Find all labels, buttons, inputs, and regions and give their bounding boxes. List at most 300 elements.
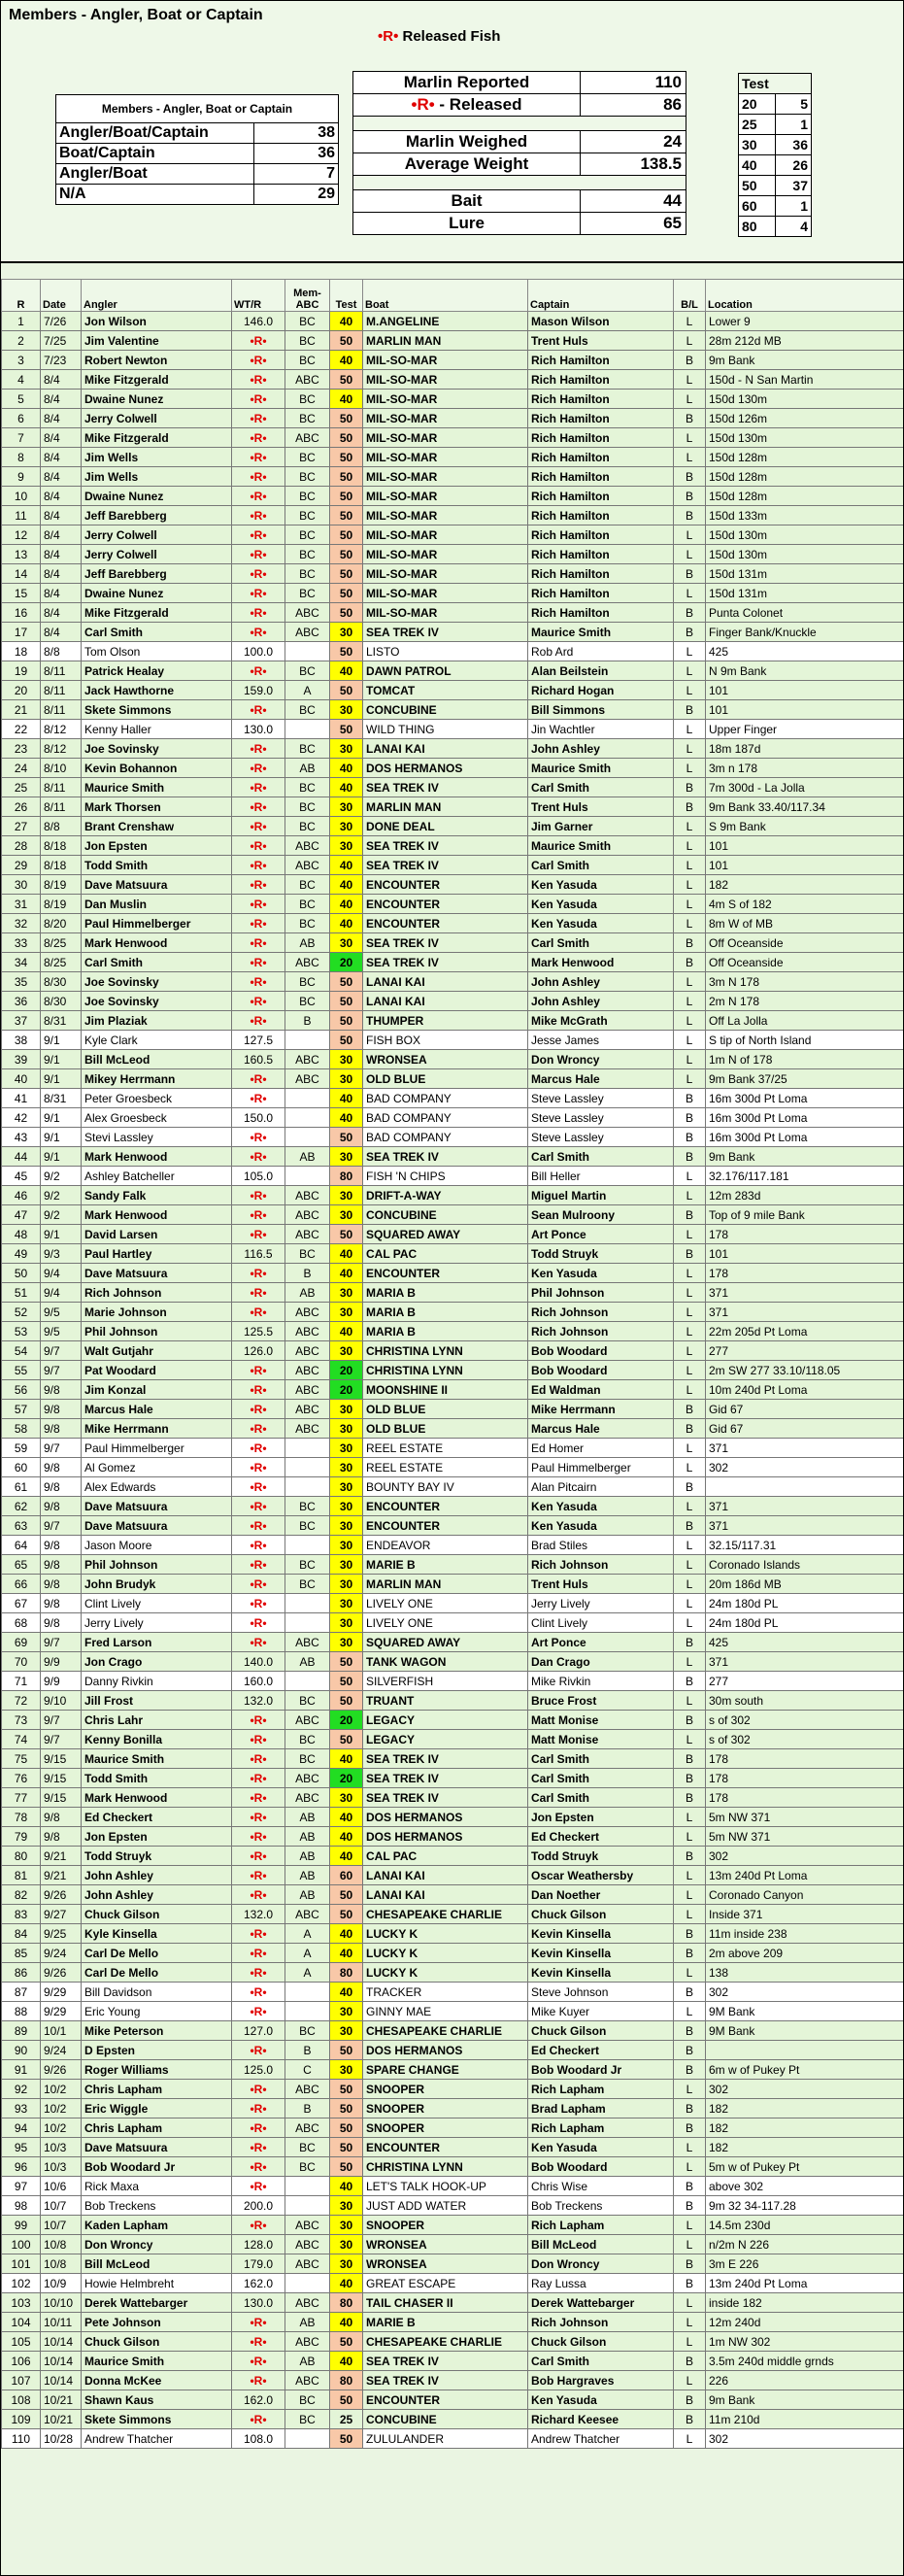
row-number: 59 — [2, 1439, 41, 1458]
location: 150d 130m — [706, 525, 904, 545]
date: 9/7 — [41, 1711, 82, 1730]
membership: BC — [285, 1244, 330, 1264]
captain: Mark Henwood — [528, 953, 674, 972]
catch-row — [2, 1672, 904, 1691]
date: 10/8 — [41, 2254, 82, 2274]
members-row — [56, 185, 339, 205]
weight-or-release: 126.0 — [232, 1341, 285, 1361]
catch-row — [2, 1905, 904, 1924]
captain: Bill Heller — [528, 1167, 674, 1186]
row-number: 61 — [2, 1477, 41, 1497]
location: 101 — [706, 1244, 904, 1264]
bait-or-lure: L — [674, 1691, 706, 1711]
date: 10/14 — [41, 2332, 82, 2352]
weight-or-release: 130.0 — [232, 720, 285, 739]
bait-or-lure: L — [674, 1497, 706, 1516]
row-number: 100 — [2, 2235, 41, 2254]
weight-or-release: •R• — [232, 992, 285, 1011]
captain: Sean Mulroony — [528, 1205, 674, 1225]
bait-or-lure: B — [674, 351, 706, 370]
date: 8/30 — [41, 992, 82, 1011]
row-number: 21 — [2, 700, 41, 720]
boat: LEGACY — [363, 1711, 528, 1730]
bait-or-lure: B — [674, 2254, 706, 2274]
captain: Rich Hamilton — [528, 448, 674, 467]
row-number: 85 — [2, 1944, 41, 1963]
date: 8/4 — [41, 525, 82, 545]
bait-or-lure: L — [674, 681, 706, 700]
captain: Art Ponce — [528, 1225, 674, 1244]
test-line: 30 — [330, 933, 363, 953]
location: 182 — [706, 875, 904, 895]
location: 1m N of 178 — [706, 1050, 904, 1069]
location: 24m 180d PL — [706, 1613, 904, 1633]
membership: BC — [285, 2410, 330, 2429]
captain: Carl Smith — [528, 1769, 674, 1788]
catch-table-header — [2, 280, 904, 312]
weight-or-release: 150.0 — [232, 1108, 285, 1128]
boat: OLD BLUE — [363, 1069, 528, 1089]
weight-or-release: 162.0 — [232, 2274, 285, 2293]
location: 178 — [706, 1788, 904, 1808]
catch-row — [2, 1691, 904, 1711]
date: 9/9 — [41, 1652, 82, 1672]
date: 7/23 — [41, 351, 82, 370]
angler: Jeff Barebberg — [82, 506, 232, 525]
catch-row — [2, 1827, 904, 1847]
row-number: 2 — [2, 331, 41, 351]
location: 22m 205d Pt Loma — [706, 1322, 904, 1341]
bait-or-lure: L — [674, 856, 706, 875]
captain: Bill Simmons — [528, 700, 674, 720]
row-number: 78 — [2, 1808, 41, 1827]
captain: Rich Hamilton — [528, 603, 674, 623]
membership: ABC — [285, 2293, 330, 2313]
boat: WRONSEA — [363, 2235, 528, 2254]
angler: Todd Smith — [82, 856, 232, 875]
angler: Phil Johnson — [82, 1322, 232, 1341]
angler: Mark Thorsen — [82, 797, 232, 817]
boat: SEA TREK IV — [363, 2371, 528, 2390]
released-mark: •R• — [378, 28, 399, 45]
weight-or-release: •R• — [232, 1536, 285, 1555]
date: 9/5 — [41, 1322, 82, 1341]
membership: BC — [285, 351, 330, 370]
test-line: 20 — [330, 1380, 363, 1400]
test-line: 40 — [330, 856, 363, 875]
angler: Bill McLeod — [82, 2254, 232, 2274]
weight-or-release: •R• — [232, 661, 285, 681]
row-number: 84 — [2, 1924, 41, 1944]
angler: Jon Crago — [82, 1652, 232, 1672]
bait-or-lure: B — [674, 1749, 706, 1769]
location: 277 — [706, 1341, 904, 1361]
bait-or-lure: L — [674, 914, 706, 933]
test-line: 50 — [330, 720, 363, 739]
captain: Bob Woodard — [528, 1341, 674, 1361]
captain: Dan Crago — [528, 1652, 674, 1672]
test-line: 40 — [330, 895, 363, 914]
catch-row — [2, 1419, 904, 1439]
bait-or-lure: L — [674, 390, 706, 409]
date: 9/3 — [41, 1244, 82, 1264]
bait-or-lure: B — [674, 2118, 706, 2138]
angler: Paul Himmelberger — [82, 1439, 232, 1458]
row-number: 94 — [2, 2118, 41, 2138]
test-line: 60 — [330, 1866, 363, 1885]
catch-row — [2, 1341, 904, 1361]
boat: OLD BLUE — [363, 1419, 528, 1439]
membership: ABC — [285, 1788, 330, 1808]
location: Gid 67 — [706, 1419, 904, 1439]
catch-row — [2, 836, 904, 856]
captain: Brad Stiles — [528, 1536, 674, 1555]
row-number: 36 — [2, 992, 41, 1011]
weight-or-release: •R• — [232, 1924, 285, 1944]
angler: Jill Frost — [82, 1691, 232, 1711]
angler: Bill McLeod — [82, 1050, 232, 1069]
captain: Rich Hamilton — [528, 525, 674, 545]
members-row — [56, 144, 339, 164]
test-line: 40 — [330, 1322, 363, 1341]
weight-or-release: •R• — [232, 1147, 285, 1167]
catch-row — [2, 2021, 904, 2041]
row-number: 75 — [2, 1749, 41, 1769]
weight-or-release: •R• — [232, 1575, 285, 1594]
date: 9/24 — [41, 2041, 82, 2060]
angler: John Brudyk — [82, 1575, 232, 1594]
marlin-weighed-value: 24 — [581, 131, 686, 153]
angler: Maurice Smith — [82, 1749, 232, 1769]
boat: M.ANGELINE — [363, 312, 528, 331]
row-number: 92 — [2, 2080, 41, 2099]
weight-or-release: 125.0 — [232, 2060, 285, 2080]
test-line: 30 — [330, 1050, 363, 1069]
date: 9/1 — [41, 1225, 82, 1244]
date: 9/26 — [41, 2060, 82, 2080]
boat: MARLIN MAN — [363, 797, 528, 817]
test-line: 30 — [330, 1186, 363, 1205]
catch-row — [2, 2157, 904, 2177]
boat: LET'S TALK HOOK-UP — [363, 2177, 528, 2196]
catch-row — [2, 467, 904, 487]
weight-or-release: •R• — [232, 1069, 285, 1089]
captain: Ken Yasuda — [528, 895, 674, 914]
boat: SEA TREK IV — [363, 856, 528, 875]
boat: LUCKY K — [363, 1963, 528, 1983]
bait-or-lure: L — [674, 1361, 706, 1380]
bait-or-lure: L — [674, 2235, 706, 2254]
bait-or-lure: L — [674, 1613, 706, 1633]
boat: WRONSEA — [363, 2254, 528, 2274]
row-number: 106 — [2, 2352, 41, 2371]
bait-or-lure: L — [674, 2332, 706, 2352]
angler: Dave Matsuura — [82, 1516, 232, 1536]
captain: Carl Smith — [528, 2352, 674, 2371]
date: 10/6 — [41, 2177, 82, 2196]
angler: Mike Fitzgerald — [82, 370, 232, 390]
date: 8/11 — [41, 778, 82, 797]
location: 9M Bank — [706, 2002, 904, 2021]
weight-or-release: •R• — [232, 564, 285, 584]
captain: Trent Huls — [528, 331, 674, 351]
date: 9/10 — [41, 1691, 82, 1711]
location: 9m Bank 33.40/117.34 — [706, 797, 904, 817]
row-number: 41 — [2, 1089, 41, 1108]
angler: Skete Simmons — [82, 2410, 232, 2429]
test-line: 50 — [330, 603, 363, 623]
bait-or-lure: B — [674, 1108, 706, 1128]
boat: CHRISTINA LYNN — [363, 1341, 528, 1361]
membership: BC — [285, 487, 330, 506]
test-line: 30 — [330, 1555, 363, 1575]
date: 9/8 — [41, 1497, 82, 1516]
date: 10/21 — [41, 2410, 82, 2429]
date: 10/2 — [41, 2099, 82, 2118]
angler: Jerry Colwell — [82, 545, 232, 564]
test-line: 50 — [330, 2138, 363, 2157]
weight-or-release: 159.0 — [232, 681, 285, 700]
bait-or-lure: B — [674, 2060, 706, 2080]
date: 10/9 — [41, 2274, 82, 2293]
boat: FISH BOX — [363, 1031, 528, 1050]
row-number: 12 — [2, 525, 41, 545]
test-line: 50 — [330, 545, 363, 564]
bait-or-lure: B — [674, 1400, 706, 1419]
angler: Dwaine Nunez — [82, 487, 232, 506]
test-line: 40 — [739, 155, 776, 176]
boat: BAD COMPANY — [363, 1089, 528, 1108]
date: 9/8 — [41, 1419, 82, 1439]
membership: BC — [285, 2390, 330, 2410]
members-count: 7 — [254, 164, 339, 185]
weight-or-release: •R• — [232, 953, 285, 972]
bait-or-lure: B — [674, 1924, 706, 1944]
bait-or-lure: B — [674, 409, 706, 428]
angler: Maurice Smith — [82, 778, 232, 797]
test-line: 30 — [330, 1788, 363, 1808]
boat: MIL-SO-MAR — [363, 506, 528, 525]
date: 8/4 — [41, 487, 82, 506]
captain: Maurice Smith — [528, 623, 674, 642]
date: 9/4 — [41, 1264, 82, 1283]
catch-row — [2, 1613, 904, 1633]
row-number: 101 — [2, 2254, 41, 2274]
bait-or-lure: B — [674, 2196, 706, 2216]
test-line: 40 — [330, 2352, 363, 2371]
location: Top of 9 mile Bank — [706, 1205, 904, 1225]
test-count: 26 — [775, 155, 812, 176]
angler: Carl De Mello — [82, 1944, 232, 1963]
row-number: 108 — [2, 2390, 41, 2410]
bait-or-lure: B — [674, 1672, 706, 1691]
test-line: 30 — [330, 1594, 363, 1613]
weight-or-release: •R• — [232, 1847, 285, 1866]
catch-row — [2, 2196, 904, 2216]
bait-or-lure: L — [674, 1167, 706, 1186]
membership: ABC — [285, 603, 330, 623]
location: 371 — [706, 1283, 904, 1303]
bait-or-lure: L — [674, 1186, 706, 1205]
location: 6m w of Pukey Pt — [706, 2060, 904, 2080]
boat: MOONSHINE II — [363, 1380, 528, 1400]
location: Punta Colonet — [706, 603, 904, 623]
test-line: 50 — [739, 176, 776, 196]
row-number: 37 — [2, 1011, 41, 1031]
membership: ABC — [285, 2216, 330, 2235]
angler: Joe Sovinsky — [82, 992, 232, 1011]
membership: ABC — [285, 1205, 330, 1225]
angler: Mikey Herrmann — [82, 1069, 232, 1089]
date: 9/2 — [41, 1205, 82, 1225]
test-line: 50 — [330, 2390, 363, 2410]
date: 10/11 — [41, 2313, 82, 2332]
membership: ABC — [285, 1633, 330, 1652]
boat: WILD THING — [363, 720, 528, 739]
test-line: 50 — [330, 331, 363, 351]
catch-row — [2, 1108, 904, 1128]
catch-row — [2, 1575, 904, 1594]
angler: Jim Wells — [82, 448, 232, 467]
captain: Marcus Hale — [528, 1069, 674, 1089]
test-line: 30 — [330, 1205, 363, 1225]
angler: Kyle Clark — [82, 1031, 232, 1050]
angler: Shawn Kaus — [82, 2390, 232, 2410]
captain: Mike Kuyer — [528, 2002, 674, 2021]
angler: Chris Lapham — [82, 2118, 232, 2138]
captain: Ed Checkert — [528, 2041, 674, 2060]
test-line: 30 — [330, 1419, 363, 1439]
date: 8/4 — [41, 545, 82, 564]
bait-or-lure: L — [674, 817, 706, 836]
boat: ENCOUNTER — [363, 1516, 528, 1536]
bait-or-lure: B — [674, 603, 706, 623]
date: 8/12 — [41, 739, 82, 759]
catch-row — [2, 2080, 904, 2099]
test-count: 4 — [775, 217, 812, 237]
membership — [285, 1167, 330, 1186]
bait-or-lure: B — [674, 1128, 706, 1147]
weight-or-release: •R• — [232, 370, 285, 390]
captain: Rich Hamilton — [528, 409, 674, 428]
test-line: 40 — [330, 390, 363, 409]
test-line: 30 — [330, 1283, 363, 1303]
test-line: 25 — [330, 2410, 363, 2429]
captain: Ray Lussa — [528, 2274, 674, 2293]
angler: Joe Sovinsky — [82, 972, 232, 992]
catch-row — [2, 1983, 904, 2002]
date: 9/24 — [41, 1944, 82, 1963]
bait-or-lure: B — [674, 2021, 706, 2041]
boat: ENCOUNTER — [363, 1264, 528, 1283]
location: 3.5m 240d middle grnds — [706, 2352, 904, 2371]
angler: Jack Hawthorne — [82, 681, 232, 700]
location: 4m S of 182 — [706, 895, 904, 914]
boat: LANAI KAI — [363, 972, 528, 992]
catch-row — [2, 642, 904, 661]
captain: Carl Smith — [528, 1749, 674, 1769]
test-line: 50 — [330, 564, 363, 584]
row-number: 39 — [2, 1050, 41, 1069]
angler: Mark Henwood — [82, 933, 232, 953]
catch-row — [2, 1361, 904, 1380]
date: 9/1 — [41, 1108, 82, 1128]
catch-row — [2, 1769, 904, 1788]
row-number: 4 — [2, 370, 41, 390]
angler: Jon Wilson — [82, 312, 232, 331]
bait-or-lure: L — [674, 2002, 706, 2021]
date: 9/8 — [41, 1555, 82, 1575]
bait-or-lure: B — [674, 1633, 706, 1652]
angler: Kenny Haller — [82, 720, 232, 739]
test-line: 50 — [330, 1031, 363, 1050]
weight-or-release: •R• — [232, 972, 285, 992]
angler: Dave Matsuura — [82, 875, 232, 895]
captain: Chuck Gilson — [528, 1905, 674, 1924]
row-number: 70 — [2, 1652, 41, 1672]
weight-or-release: 100.0 — [232, 642, 285, 661]
row-number: 90 — [2, 2041, 41, 2060]
membership: ABC — [285, 2235, 330, 2254]
bait-or-lure: L — [674, 1885, 706, 1905]
location: 302 — [706, 1847, 904, 1866]
membership: ABC — [285, 2371, 330, 2390]
boat: SNOOPER — [363, 2080, 528, 2099]
location: 2m SW 277 33.10/118.05 — [706, 1361, 904, 1380]
date: 9/1 — [41, 1069, 82, 1089]
angler: Jim Konzal — [82, 1380, 232, 1400]
captain: Rich Hamilton — [528, 428, 674, 448]
date: 8/4 — [41, 623, 82, 642]
bait-or-lure: B — [674, 506, 706, 525]
date: 10/2 — [41, 2080, 82, 2099]
membership: BC — [285, 1516, 330, 1536]
location: 30m south — [706, 1691, 904, 1711]
boat: DONE DEAL — [363, 817, 528, 836]
row-number: 40 — [2, 1069, 41, 1089]
angler: Jason Moore — [82, 1536, 232, 1555]
boat: MIL-SO-MAR — [363, 409, 528, 428]
captain: Carl Smith — [528, 933, 674, 953]
test-line: 30 — [739, 135, 776, 155]
catch-row — [2, 1536, 904, 1555]
membership — [285, 1613, 330, 1633]
location: 20m 186d MB — [706, 1575, 904, 1594]
catch-row — [2, 933, 904, 953]
row-number: 14 — [2, 564, 41, 584]
membership: ABC — [285, 856, 330, 875]
captain: Richard Keesee — [528, 2410, 674, 2429]
catch-row — [2, 661, 904, 681]
date: 9/2 — [41, 1167, 82, 1186]
row-number: 1 — [2, 312, 41, 331]
catch-row — [2, 2002, 904, 2021]
location: 7m 300d - La Jolla — [706, 778, 904, 797]
membership — [285, 1108, 330, 1128]
weight-or-release: •R• — [232, 331, 285, 351]
date: 10/10 — [41, 2293, 82, 2313]
weight-or-release: •R• — [232, 603, 285, 623]
test-line: 40 — [330, 1108, 363, 1128]
date: 9/2 — [41, 1186, 82, 1205]
col-wt: WT/R — [232, 280, 285, 312]
membership: BC — [285, 875, 330, 895]
test-line: 50 — [330, 681, 363, 700]
bait-or-lure: L — [674, 720, 706, 739]
angler: Eric Young — [82, 2002, 232, 2021]
captain: Rich Hamilton — [528, 487, 674, 506]
boat: SQUARED AWAY — [363, 1633, 528, 1652]
